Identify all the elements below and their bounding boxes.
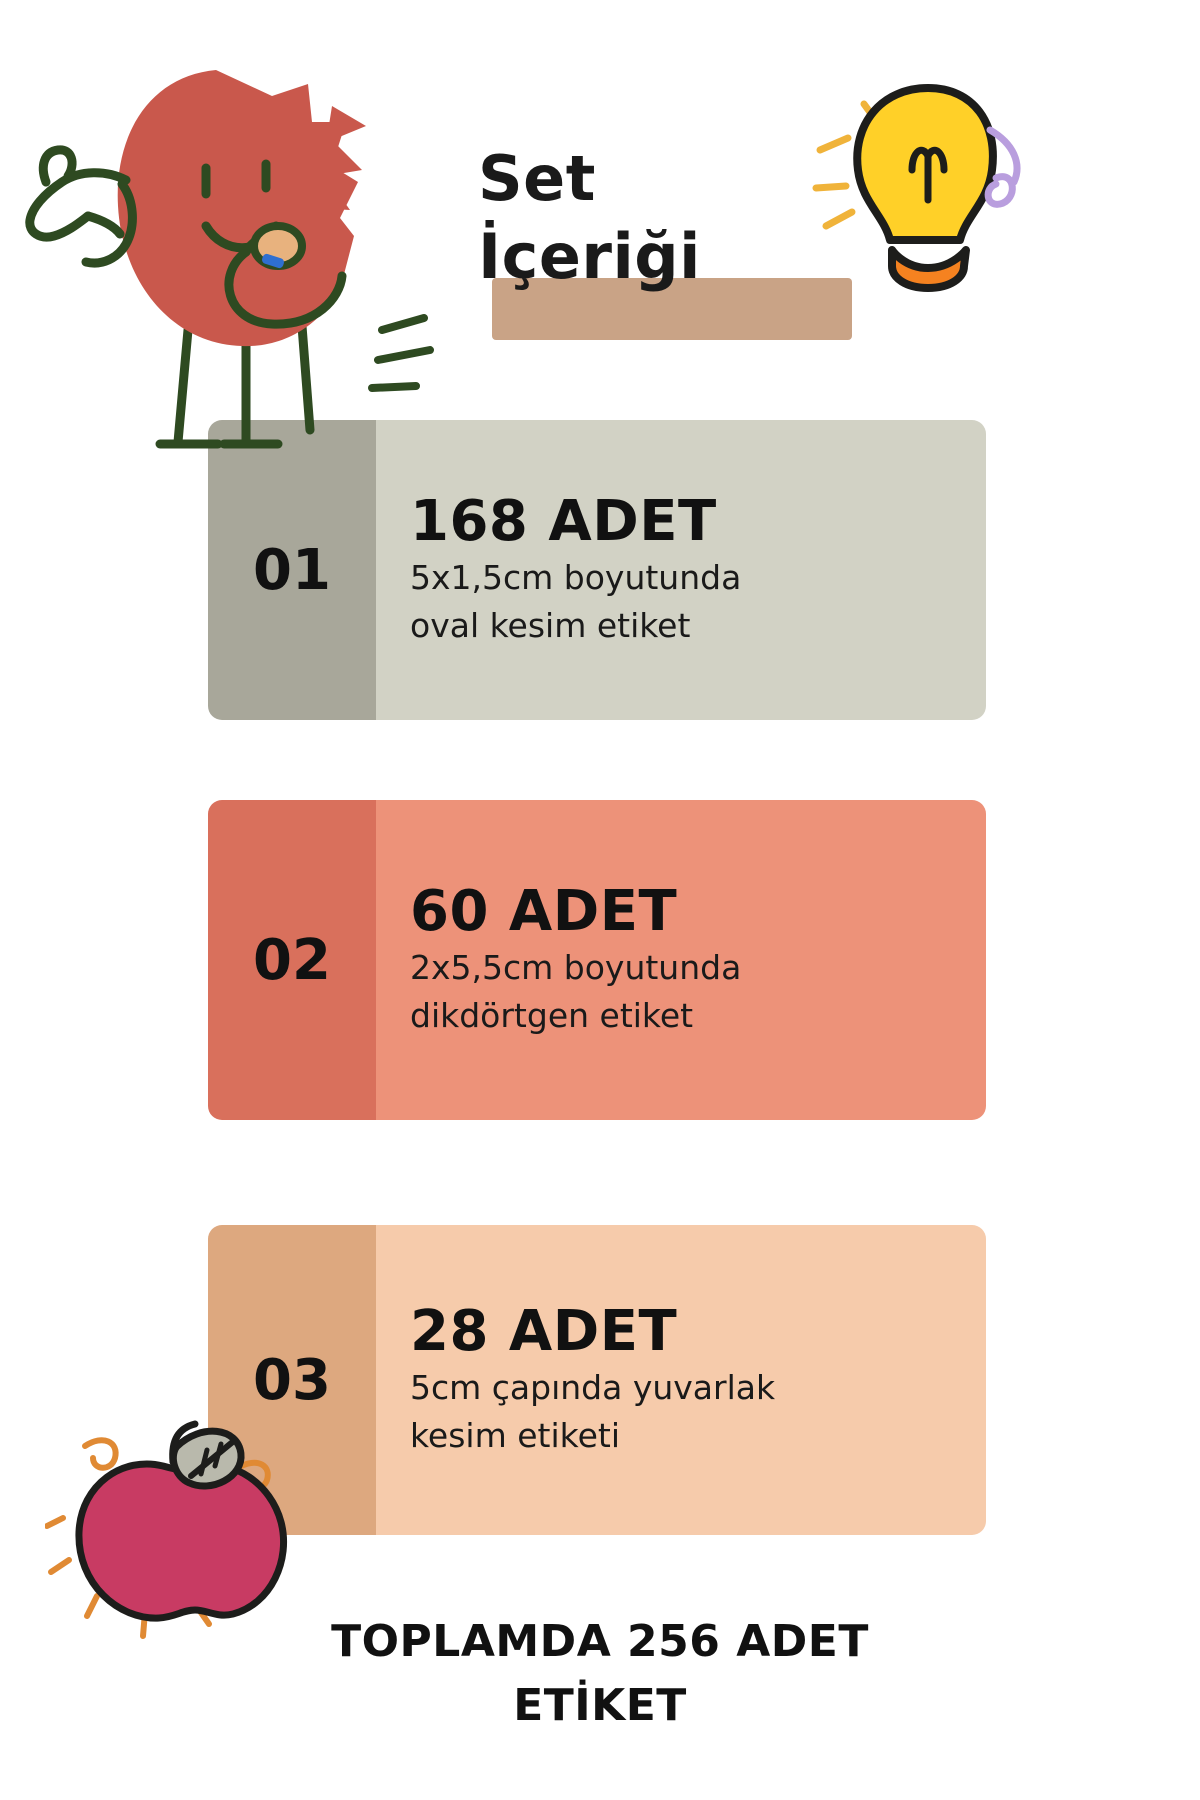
page-title-line-1: Set	[478, 142, 596, 215]
page-title-line-2: İçeriği	[478, 220, 701, 293]
item-quantity: 28 ADET	[410, 1299, 678, 1364]
item-description-line-2: kesim etiketi	[410, 1416, 620, 1455]
item-description-line-2: dikdörtgen etiket	[410, 996, 694, 1035]
page-title	[478, 140, 898, 296]
item-description-line-2: oval kesim etiket	[410, 606, 691, 645]
item-quantity: 168 ADET	[410, 489, 717, 554]
set-item-row	[208, 800, 986, 1120]
item-number: 01	[208, 420, 376, 720]
item-description-line-1: 5x1,5cm boyutunda	[410, 558, 742, 597]
footer-total	[0, 1610, 1200, 1738]
footer-line-2: ETİKET	[513, 1680, 687, 1731]
item-number: 02	[208, 800, 376, 1120]
character-illustration	[10, 30, 480, 480]
item-description-line-1: 5cm çapında yuvarlak	[410, 1368, 776, 1407]
item-number: 03	[208, 1225, 376, 1535]
item-body	[376, 1225, 986, 1535]
footer-line-1: TOPLAMDA 256 ADET	[331, 1616, 869, 1667]
item-quantity: 60 ADET	[410, 879, 678, 944]
item-description-line-1: 2x5,5cm boyutunda	[410, 948, 742, 987]
item-body	[376, 800, 986, 1120]
